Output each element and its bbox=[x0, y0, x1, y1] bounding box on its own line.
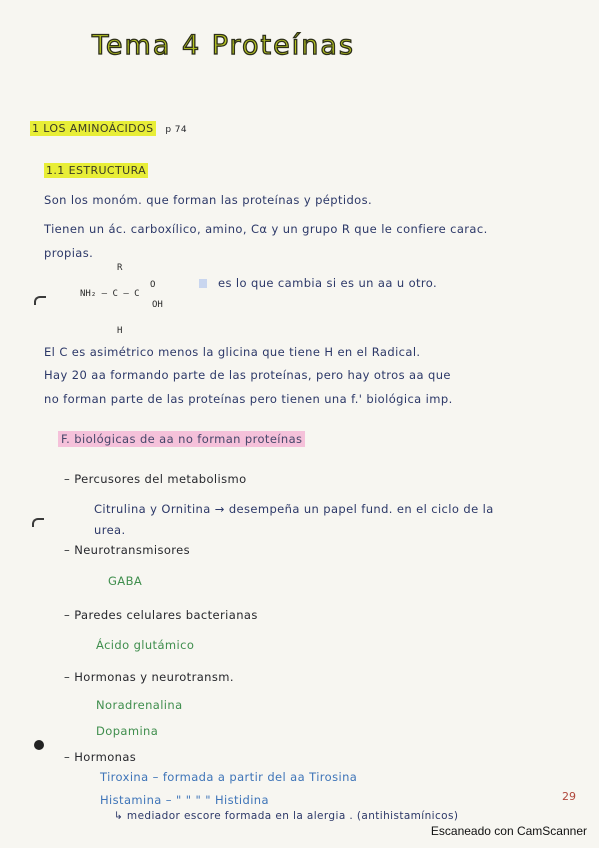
list-item-example: ↳ mediador escore formada en la alergia . (antihistamínicos) bbox=[114, 810, 459, 822]
section-heading-aminoacidos: 1 LOS AMINOÁCIDOS p 74 bbox=[32, 122, 188, 135]
chem-r: R bbox=[117, 263, 123, 273]
text-line: Son los monóm. que forman las proteínas y péptidos. bbox=[44, 193, 373, 207]
list-item-label: – Hormonas bbox=[64, 750, 137, 764]
hole-punch-mark bbox=[34, 296, 46, 305]
list-item-label: – Paredes celulares bacterianas bbox=[64, 608, 258, 622]
text-line: es lo que cambia si es un aa u otro. bbox=[218, 276, 438, 290]
hole-punch-dot bbox=[34, 740, 44, 750]
list-item-example: Histamina – " " " " Histidina bbox=[100, 793, 269, 807]
list-item-example: Dopamina bbox=[96, 724, 159, 738]
text-line: El C es asimétrico menos la glicina que tiene H en el Radical. bbox=[44, 345, 421, 359]
subsection-heading-estructura: 1.1 ESTRUCTURA bbox=[46, 164, 147, 177]
list-item-example: Noradrenalina bbox=[96, 698, 183, 712]
scanner-watermark: Escaneado con CamScanner bbox=[430, 824, 587, 838]
text-line: propias. bbox=[44, 246, 94, 260]
chem-h: H bbox=[117, 326, 123, 336]
chem-o: O bbox=[150, 280, 156, 290]
subheading-funciones: F. biológicas de aa no forman proteínas bbox=[58, 432, 305, 446]
text-line: Tienen un ác. carboxílico, amino, Cα y un grupo R que le confiere carac. bbox=[44, 222, 488, 236]
page-title: Tema 4 Proteínas bbox=[92, 30, 355, 61]
text-line: no forman parte de las proteínas pero tienen una f.' biológica imp. bbox=[44, 392, 453, 406]
page-number: 29 bbox=[562, 790, 576, 803]
list-item-example: Ácido glutámico bbox=[96, 638, 195, 652]
list-item-example: Citrulina y Ornitina → desempeña un papel fund. en el ciclo de la bbox=[94, 502, 494, 516]
list-item-label: – Percusores del metabolismo bbox=[64, 472, 247, 486]
list-item-example: Tiroxina – formada a partir del aa Tirosina bbox=[100, 770, 358, 784]
list-item-example: GABA bbox=[108, 574, 143, 588]
text-line: Hay 20 aa formando parte de las proteínas, pero hay otros aa que bbox=[44, 368, 451, 382]
chem-oh: OH bbox=[152, 300, 163, 310]
hole-punch-mark bbox=[32, 518, 44, 527]
list-item-example: urea. bbox=[94, 523, 126, 537]
list-item-label: – Neurotransmisores bbox=[64, 543, 191, 557]
list-item-label: – Hormonas y neurotransm. bbox=[64, 670, 234, 684]
chem-backbone: NH₂ – C – C bbox=[80, 289, 140, 299]
highlight-box bbox=[199, 279, 207, 288]
